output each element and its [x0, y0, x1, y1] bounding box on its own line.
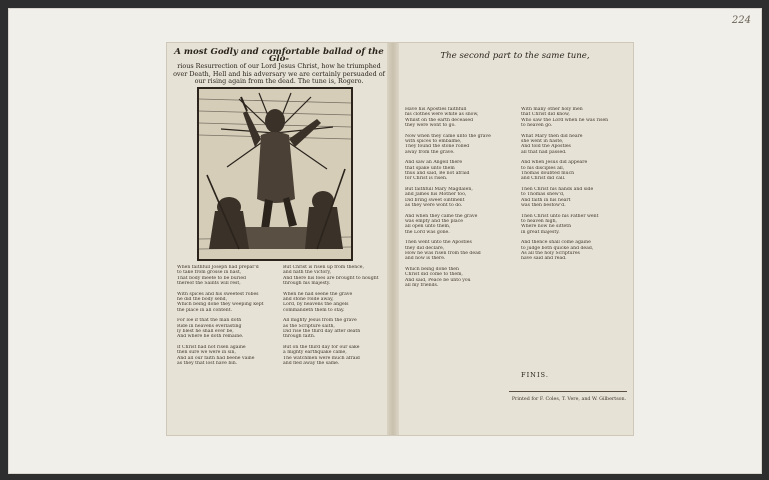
verse-line: to take from grosse in hast,	[177, 270, 242, 276]
verse-line: And when Jesus did appeare	[521, 160, 588, 166]
archive-mount	[8, 8, 762, 474]
verse-line: Which being done then	[405, 266, 459, 272]
stanza	[405, 134, 513, 156]
broadside-sheet	[167, 43, 633, 435]
verse-line: the Lord was gone.	[405, 229, 450, 235]
verse-line: And where he doth remaine.	[177, 334, 244, 340]
verse-line: was then bestow'd.	[521, 203, 566, 209]
ballad-title	[173, 49, 385, 85]
stanza	[283, 292, 383, 314]
verse-line: thereof the Saints will rest,	[177, 281, 241, 287]
verse-line: then sure we were in sin,	[177, 350, 236, 356]
verse-line: that Christ did know,	[521, 112, 570, 118]
stanza	[521, 107, 629, 129]
verse-line: and now is there.	[405, 256, 446, 262]
right-page	[397, 43, 633, 435]
verse-line: and stone rolde away,	[283, 297, 334, 303]
verse-line: Lord, by heavens the angels	[283, 302, 349, 308]
finis-mark: FINIS.	[521, 371, 549, 379]
title-main: A most Godly and comfortable ballad of the Glo-	[174, 47, 384, 65]
verse-line: But on the third day for our sake	[283, 344, 360, 350]
verse-line: Christ did come to them,	[405, 272, 463, 278]
resurrection-woodcut	[197, 87, 353, 261]
verse-line: and hath the victory,	[283, 270, 331, 276]
verse-line: Thomas doubted much	[521, 171, 575, 177]
verse-line: a mighty earthquake came,	[283, 350, 347, 356]
verse-line: Then Christ his hands and side	[521, 186, 594, 192]
verse-line: ly blest he shall ever be,	[177, 329, 234, 335]
right-column-1	[405, 107, 513, 293]
verse-line: And told the Apostles	[521, 144, 571, 150]
verse-line: to heaven high,	[521, 218, 558, 224]
verse-line: they did declare,	[405, 245, 445, 251]
verse-line: And saw an Angell there	[405, 160, 463, 166]
verse-line: as the Scripture saith,	[283, 323, 335, 329]
stanza	[405, 267, 513, 289]
verse-line: And when they came the grave	[405, 213, 478, 219]
verse-line: in great majesty.	[521, 229, 560, 235]
stanza	[177, 345, 277, 367]
verse-line: his clothes were white as snow,	[405, 112, 479, 118]
left-column-1	[177, 265, 277, 372]
left-column-2	[283, 265, 383, 372]
verse-line: Did rise the third day after death	[283, 329, 361, 335]
second-part-heading: The second part to the same tune,	[440, 51, 590, 61]
verse-line: to Thomas shew'd,	[521, 192, 565, 198]
verse-line: How he was risen from the dead	[405, 250, 481, 256]
verse-line: as they that lost have bin.	[177, 361, 238, 367]
stanza	[177, 265, 277, 287]
stanza	[405, 160, 513, 182]
verse-line: But Christ is risen up from thence,	[283, 265, 364, 270]
verse-line: If Christ had not risen againe	[177, 344, 246, 350]
verse-line: was empty and the place	[405, 218, 463, 224]
verse-line: As all the holy Scriptures	[521, 250, 580, 256]
woodcut-illustration	[199, 89, 351, 259]
verse-line: And thence shall come againe	[521, 240, 591, 246]
verse-line: With spices and his sweetest robes	[177, 291, 259, 297]
verse-line: the place in all content.	[177, 307, 233, 313]
stanza	[283, 318, 383, 340]
verse-line: Who saw the Lord when he was risen	[521, 117, 609, 123]
verse-line: and James his Mother too,	[405, 192, 467, 198]
stanza	[283, 265, 383, 287]
verse-line: And there his foes are brought to nought	[283, 275, 379, 281]
verse-line: that spake unto them	[405, 165, 455, 171]
verse-line: The watchmen were much afraid	[283, 355, 360, 361]
verse-line: away from the grave.	[405, 149, 455, 155]
stanza	[177, 292, 277, 314]
verse-line: commandeth them to stay.	[283, 307, 345, 313]
verse-line: Did bring sweet ointment	[405, 197, 465, 203]
verse-line: Where now he sitteth	[521, 224, 572, 230]
verse-line: she went in haste,	[521, 139, 564, 145]
verse-line: Then Christ unto his Father went	[521, 213, 599, 219]
verse-line: Ride in heavens everlasting	[177, 323, 242, 329]
verse-line: through faith.	[283, 334, 316, 340]
stanza	[521, 187, 629, 209]
printer-imprint: Printed for F. Coles, T. Vere, and W. Gilbertson.	[511, 397, 627, 402]
verse-line: to judge both quicke and dead,	[521, 245, 594, 251]
verse-line: thus and said, Be not afraid	[405, 171, 470, 177]
stanza	[521, 160, 629, 182]
verse-line: When faithfull Joseph had prepar'd	[177, 265, 259, 270]
left-verse-columns	[177, 265, 385, 431]
stanza	[405, 214, 513, 236]
right-verse-columns	[405, 107, 629, 417]
verse-line: When he had seene the grave	[283, 291, 353, 297]
left-page	[167, 43, 389, 435]
verse-line: And all our faith had beene vaine	[177, 355, 255, 361]
verse-line: as they were wont to do.	[405, 203, 463, 209]
verse-line: They found the stone rolled	[405, 144, 470, 150]
verse-line: and fled away the same.	[283, 361, 340, 367]
verse-line: to his disciples all,	[521, 165, 565, 171]
verse-line: Then went unto the Apostles	[405, 240, 472, 246]
stanza	[521, 214, 629, 236]
stanza	[405, 107, 513, 129]
verse-line: they were wont to go.	[405, 123, 456, 129]
stanza	[283, 345, 383, 367]
verse-line: to heaven go.	[521, 123, 553, 129]
verse-line: With many other holy men	[521, 107, 583, 112]
verse-line: for Christ is risen.	[405, 176, 448, 182]
verse-line: Have his Apostles faithfull	[405, 107, 467, 112]
verse-line: And faith in his heart	[521, 197, 571, 203]
verse-line: and Christ did call.	[521, 176, 566, 182]
verse-line: all open unto them,	[405, 224, 451, 230]
verse-line: All mighty Jesus from the grave	[283, 318, 357, 324]
stanza	[521, 134, 629, 156]
verse-line: with spices to embalme,	[405, 139, 462, 145]
verse-line: have said and read.	[521, 256, 567, 262]
stanza	[521, 240, 629, 262]
verse-line: Which being done they weeping kept	[177, 302, 264, 308]
verse-line: What Mary then did heare	[521, 133, 583, 139]
verse-line: Now when they came unto the grave	[405, 133, 491, 139]
verse-line: Whilst on the earth deceased	[405, 117, 474, 123]
stanza	[405, 187, 513, 209]
verse-line: But faithfull Mary Magdalen,	[405, 186, 473, 192]
verse-line: That body meete to be buried	[177, 275, 247, 281]
imprint-rule	[509, 391, 627, 392]
title-rest: rious Resurrection of our Lord Jesus Christ, how he triumphed over Death, Hell and his adversary we are certainly persuaded of our rising again from the dead. The tune is, Rogero.	[173, 62, 385, 85]
stanza	[177, 318, 277, 340]
folio-number: 224	[731, 15, 751, 26]
verse-line: through his majesty.	[283, 281, 331, 287]
verse-line: he did the body send,	[177, 297, 228, 303]
verse-line: all my friends.	[405, 282, 439, 288]
verse-line: And said, Peace be unto you	[405, 277, 471, 283]
verse-line: all that had passed.	[521, 149, 567, 155]
right-column-2	[521, 107, 629, 267]
verse-line: For loe if that the man doth	[177, 318, 242, 324]
stanza	[405, 240, 513, 262]
